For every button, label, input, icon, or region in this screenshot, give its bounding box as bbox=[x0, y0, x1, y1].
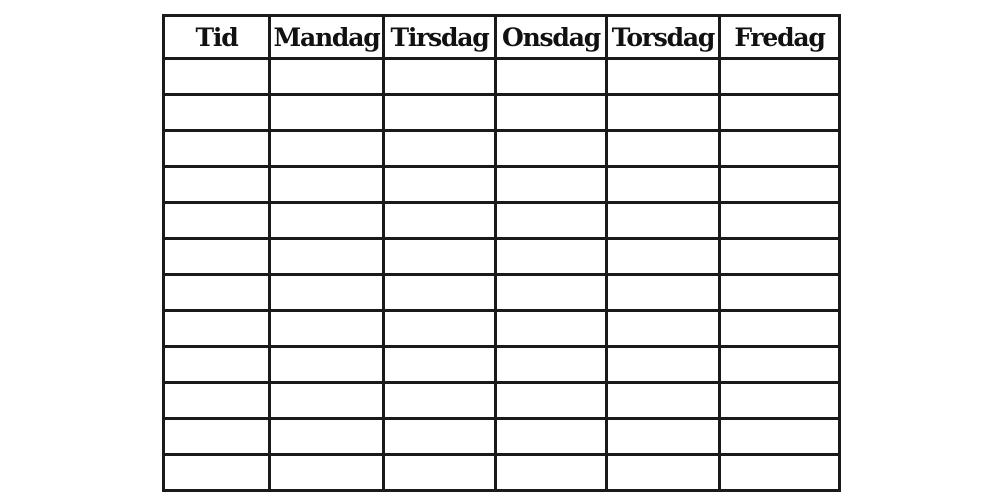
cell-friday bbox=[720, 59, 840, 95]
cell-friday bbox=[720, 455, 840, 491]
cell-time bbox=[164, 275, 270, 311]
cell-friday bbox=[720, 95, 840, 131]
header-wednesday: Onsdag bbox=[496, 16, 607, 59]
cell-thursday bbox=[607, 59, 720, 95]
cell-wednesday bbox=[496, 167, 607, 203]
table-row bbox=[164, 167, 840, 203]
cell-monday bbox=[270, 95, 384, 131]
cell-wednesday bbox=[496, 59, 607, 95]
cell-monday bbox=[270, 167, 384, 203]
cell-friday bbox=[720, 311, 840, 347]
table-row bbox=[164, 59, 840, 95]
cell-tuesday bbox=[384, 59, 496, 95]
cell-wednesday bbox=[496, 131, 607, 167]
table-row bbox=[164, 419, 840, 455]
cell-monday bbox=[270, 275, 384, 311]
cell-thursday bbox=[607, 383, 720, 419]
cell-monday bbox=[270, 311, 384, 347]
cell-thursday bbox=[607, 419, 720, 455]
cell-wednesday bbox=[496, 311, 607, 347]
cell-friday bbox=[720, 383, 840, 419]
cell-time bbox=[164, 383, 270, 419]
table-row bbox=[164, 95, 840, 131]
header-thursday: Torsdag bbox=[607, 16, 720, 59]
cell-time bbox=[164, 311, 270, 347]
cell-tuesday bbox=[384, 311, 496, 347]
cell-tuesday bbox=[384, 347, 496, 383]
cell-time bbox=[164, 95, 270, 131]
cell-tuesday bbox=[384, 455, 496, 491]
cell-time bbox=[164, 203, 270, 239]
cell-time bbox=[164, 419, 270, 455]
cell-wednesday bbox=[496, 383, 607, 419]
cell-thursday bbox=[607, 131, 720, 167]
cell-wednesday bbox=[496, 455, 607, 491]
schedule-table bbox=[162, 14, 841, 492]
header-row bbox=[164, 16, 840, 59]
table-row bbox=[164, 203, 840, 239]
table-row bbox=[164, 131, 840, 167]
schedule-header bbox=[164, 16, 840, 59]
cell-monday bbox=[270, 455, 384, 491]
header-monday: Mandag bbox=[270, 16, 384, 59]
cell-wednesday bbox=[496, 275, 607, 311]
cell-thursday bbox=[607, 203, 720, 239]
cell-monday bbox=[270, 239, 384, 275]
cell-wednesday bbox=[496, 347, 607, 383]
cell-wednesday bbox=[496, 419, 607, 455]
cell-monday bbox=[270, 203, 384, 239]
cell-tuesday bbox=[384, 131, 496, 167]
table-row bbox=[164, 455, 840, 491]
table-row bbox=[164, 239, 840, 275]
cell-monday bbox=[270, 347, 384, 383]
cell-thursday bbox=[607, 167, 720, 203]
cell-time bbox=[164, 167, 270, 203]
cell-friday bbox=[720, 275, 840, 311]
cell-friday bbox=[720, 167, 840, 203]
table-row bbox=[164, 311, 840, 347]
table-row bbox=[164, 347, 840, 383]
cell-tuesday bbox=[384, 95, 496, 131]
cell-tuesday bbox=[384, 239, 496, 275]
cell-wednesday bbox=[496, 95, 607, 131]
cell-thursday bbox=[607, 275, 720, 311]
header-friday: Fredag bbox=[720, 16, 840, 59]
cell-tuesday bbox=[384, 383, 496, 419]
cell-friday bbox=[720, 347, 840, 383]
cell-thursday bbox=[607, 347, 720, 383]
cell-monday bbox=[270, 383, 384, 419]
cell-tuesday bbox=[384, 419, 496, 455]
cell-friday bbox=[720, 203, 840, 239]
cell-time bbox=[164, 59, 270, 95]
schedule-body bbox=[164, 59, 840, 491]
header-time: Tid bbox=[164, 16, 270, 59]
cell-friday bbox=[720, 239, 840, 275]
cell-tuesday bbox=[384, 203, 496, 239]
cell-monday bbox=[270, 131, 384, 167]
cell-wednesday bbox=[496, 239, 607, 275]
cell-time bbox=[164, 131, 270, 167]
cell-time bbox=[164, 455, 270, 491]
cell-thursday bbox=[607, 455, 720, 491]
cell-tuesday bbox=[384, 275, 496, 311]
cell-thursday bbox=[607, 239, 720, 275]
table-row bbox=[164, 275, 840, 311]
table-row bbox=[164, 383, 840, 419]
cell-thursday bbox=[607, 95, 720, 131]
cell-time bbox=[164, 239, 270, 275]
cell-time bbox=[164, 347, 270, 383]
cell-monday bbox=[270, 59, 384, 95]
cell-wednesday bbox=[496, 203, 607, 239]
cell-friday bbox=[720, 419, 840, 455]
cell-monday bbox=[270, 419, 384, 455]
cell-tuesday bbox=[384, 167, 496, 203]
header-tuesday: Tirsdag bbox=[384, 16, 496, 59]
cell-thursday bbox=[607, 311, 720, 347]
cell-friday bbox=[720, 131, 840, 167]
